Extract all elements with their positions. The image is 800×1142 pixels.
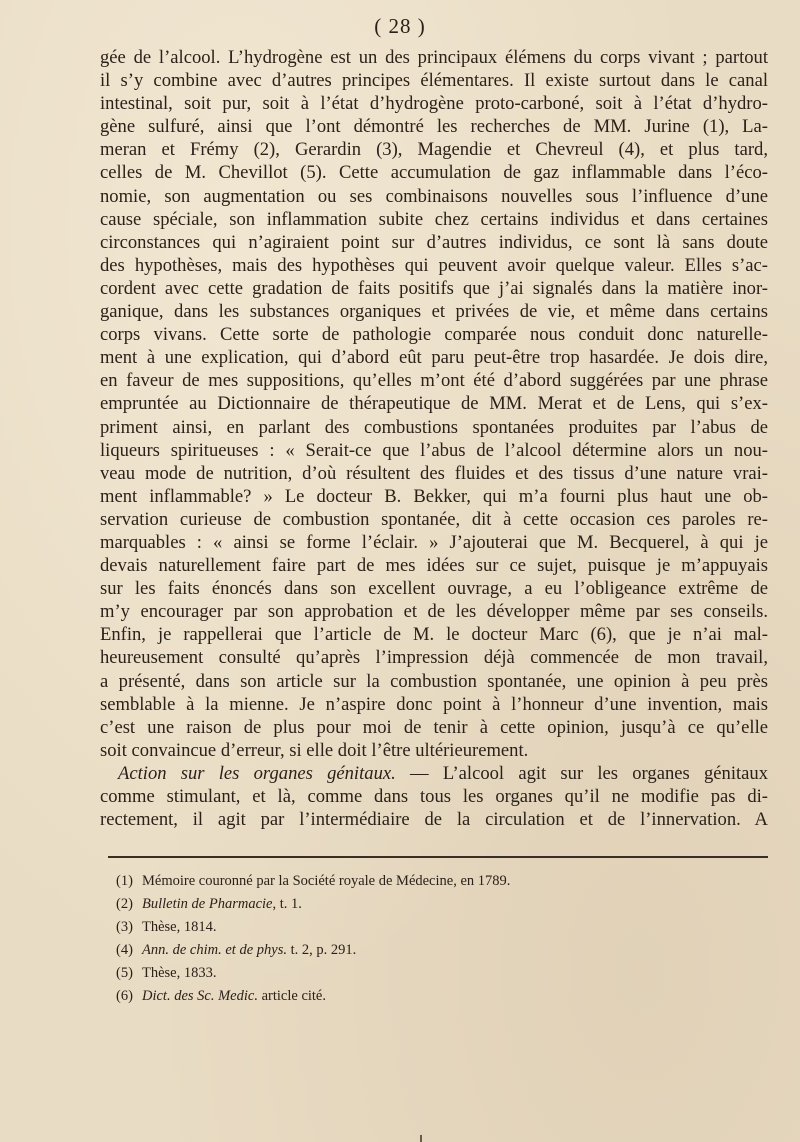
text-line: rectement, il agit par l’intermédiaire de la circulation et de l’innervation. A — [100, 809, 768, 831]
text-line: corps vivans. Cette sorte de pathologie comparée nous conduit donc naturelle- — [100, 324, 768, 346]
section-first-line — [100, 762, 768, 785]
text-line: sur les faits énoncés dans son excellent ouvrage, a eu l’obligeance extrême de — [100, 578, 768, 600]
text-line: soit convaincue d’erreur, si elle doit l’être ultérieurement. — [100, 739, 529, 761]
text-line: il s’y combine avec d’autres principes élémentares. Il existe surtout dans le canal — [100, 70, 768, 92]
text-line: cause spéciale, son inflammation subite chez certains individus et dans certaines — [100, 208, 768, 230]
footnote-divider — [108, 856, 768, 858]
text-line: ganique, dans les substances organiques et privées de vie, et même dans certains — [100, 301, 768, 323]
text-line: semblable à la mienne. Je n’aspire donc point à l’honneur d’une invention, mais — [100, 693, 768, 715]
footnote-text: t. 2, p. 291. — [286, 942, 357, 958]
footnote — [116, 939, 716, 962]
text-line: circonstances qui n’agiraient point sur d’autres individus, ce sont là sans doute — [100, 231, 768, 253]
text-line: ment inflammable? » Le docteur B. Bekker, qui m’a fourni plus haut une ob- — [100, 485, 768, 507]
text-line: gène sulfuré, ainsi que l’ont démontré les recherches de MM. Jurine (1), La- — [100, 116, 768, 138]
footnote — [116, 916, 716, 939]
footnote-number: (2) — [116, 896, 133, 912]
text-line: Enfin, je rappellerai que l’article de M. le docteur Marc (6), que je n’ai mal- — [100, 624, 768, 646]
text-line: heureusement consulté qu’après l’impression déjà commencée de mon travail, — [100, 647, 768, 669]
text-line: des hypothèses, mais des hypothèses qui peuvent avoir quelque valeur. Elles s’ac- — [100, 254, 768, 276]
text-line: intestinal, soit pur, soit à l’état d’hydrogène proto-carboné, soit à l’état d’hydro- — [100, 93, 768, 115]
main-text — [100, 46, 768, 831]
text-line: cordent avec cette gradation de faits positifs que j’ai signalés dans la matière inor- — [100, 277, 768, 299]
text-line: c’est une raison de plus pour moi de tenir à cette opinion, jusqu’à ce qu’elle — [100, 716, 768, 738]
text-line: comme stimulant, et là, comme dans tous les organes qu’il ne modifie pas di- — [100, 786, 768, 807]
text-line: nomie, son augmentation ou ses combinaisons nouvelles sous l’influence d’une — [100, 185, 768, 207]
footnote-number: (4) — [116, 942, 133, 958]
footnote-text: article cité. — [257, 988, 326, 1004]
text-line: devais naturellement faire part de mes idées sur ce sujet, puisque je m’appuyais — [100, 555, 768, 577]
text-line: ment à une explication, qui d’abord eût paru peut-être trop hasardée. Je dois dire, — [100, 347, 768, 369]
section-first-line-text: — L’alcool agit sur les organes génitaux — [395, 762, 768, 784]
text-line: en faveur de mes suppositions, qu’elles m’ont été d’abord suggérées par une phrase — [100, 370, 768, 392]
footnote — [116, 962, 716, 985]
footnote-number: (6) — [116, 988, 133, 1004]
page-edge-mark — [420, 1135, 422, 1142]
text-line: gée de l’alcool. L’hydrogène est un des principaux élémens du corps vivant ; partout — [100, 47, 768, 68]
text-line: meran et Frémy (2), Gerardin (3), Magendie et Chevreul (4), et plus tard, — [100, 139, 768, 161]
page-number: ( 28 ) — [374, 14, 426, 38]
footnote-text: Mémoire couronné par la Société royale de Médecine, en 1789. — [142, 873, 511, 889]
footnote-number: (5) — [116, 965, 133, 981]
footnote-text: Thèse, 1814. — [142, 919, 217, 935]
footnotes — [116, 870, 716, 1008]
footnote — [116, 985, 716, 1008]
footnote-source: Ann. de chim. et de phys. — [142, 942, 287, 958]
footnote-number: (3) — [116, 919, 133, 935]
text-line: a présenté, dans son article sur la combustion spontanée, une opinion à peu près — [100, 670, 768, 692]
text-line: empruntée au Dictionnaire de thérapeutique de MM. Merat et de Lens, qui s’ex- — [100, 393, 768, 415]
footnote-source: Bulletin de Pharmacie — [142, 896, 273, 912]
section-heading: Action sur les organes génitaux. — [118, 762, 396, 784]
footnote-text: Thèse, 1833. — [142, 965, 217, 981]
footnote-text: , t. 1. — [272, 896, 302, 912]
text-line: celles de M. Chevillot (5). Cette accumulation de gaz inflammable dans l’éco- — [100, 162, 768, 184]
footnote — [116, 893, 716, 916]
footnote-number: (1) — [116, 873, 133, 889]
text-line: veau mode de nutrition, d’où résultent des fluides et des tissus d’une nature vrai- — [100, 462, 768, 484]
text-line: m’y encourager par son approbation et de les développer même par ses conseils. — [100, 601, 768, 623]
footnote — [116, 870, 716, 893]
text-line: liqueurs spiritueuses : « Serait-ce que l’abus de l’alcool détermine alors un nou- — [100, 439, 768, 461]
text-line: priment ainsi, en parlant des combustions spontanées produites par l’abus de — [100, 416, 768, 438]
footnote-source: Dict. des Sc. Medic. — [142, 988, 258, 1004]
text-line: marquables : « ainsi se forme l’éclair. » J’ajouterai que M. Becquerel, à qui je — [100, 531, 768, 553]
text-line: servation curieuse de combustion spontanée, dit à cette occasion ces paroles re- — [100, 508, 768, 530]
